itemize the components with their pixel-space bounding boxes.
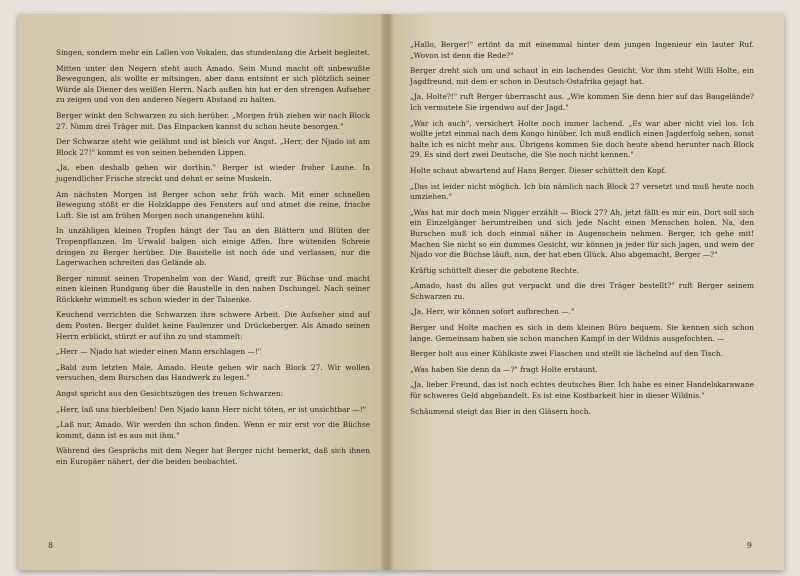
right-paragraph: Kräftig schüttelt dieser die gebotene Rechte.	[410, 265, 580, 275]
left-paragraph: Am nächsten Morgen ist Berger schon sehr früh wach. Mit einer schnellen Bewegung stößt er die Holzklappe des Fensters auf und atmet die reine, frische Luft. Sie ist am frühen Morgen noch unangenehm kühl.	[56, 189, 370, 220]
right-page	[388, 14, 784, 570]
right-paragraph: „Was hat mir doch mein Nigger erzählt — Block 27? Ah, jetzt fällt es mir ein. Dort soll sich ein Einzelgänger herumtreiben und sich jede Nacht einen Menschen holen. Na, den Burschen muß ich doch einmal näher in Augenschein nehmen. Berger, ich gehe mit! Machen Sie nicht so ein dummes Gesicht, wir können ja jeder für sich jagen, und wem der Njado vor die Büchse läuft, nun, der hat eben Glück. Also abgemacht, Berger —?"	[410, 207, 754, 260]
right-paragraph: „War ich auch", versichert Holte noch immer lachend. „Es war aber nicht viel los. Ich wollte jetzt einmal nach dem Kongo hinüber. Ich muß endlich einen Jagderfolg sehen, sonst halte ich es nicht mehr aus. Übrigens kommen Sie doch heute abend herunter nach Block 29. Es sind dort zwei Deutsche, die Sie noch nicht kennen."	[410, 118, 754, 160]
left-paragraph: Keuchend verrichten die Schwarzen ihre schwere Arbeit. Die Aufseher sind auf dem Posten. Berger duldet keine Faulenzer und Drückeberger. Als Amado seinen Herrn erblickt, stürzt er auf ihn zu und stammelt:	[56, 310, 370, 341]
left-paragraph: Der Schwarze steht wie gelähmt und ist bleich vor Angst. „Herr, der Njado ist am Block 27!" kommt es von seinen bebenden Lippen.	[56, 137, 370, 157]
open-booklet	[18, 14, 784, 570]
right-paragraph: Holte schaut abwartend auf Hans Berger. Dieser schüttelt den Kopf.	[410, 165, 667, 175]
left-paragraph: „Herr, laß uns hierbleiben! Den Njado kann Herr nicht töten, er ist unsichtbar —!"	[56, 404, 367, 414]
left-page	[18, 14, 386, 570]
left-paragraph: Während des Gesprächs mit dem Neger hat Berger nicht bemerkt, daß sich ihnen ein Europäer nähert, der die beiden beobachtet.	[56, 446, 370, 466]
right-paragraph: „Ja, Holte?!" ruft Berger überrascht aus. „Wie kommen Sie denn hier auf das Baugelände? Ich vermutete Sie irgendwo auf der Jagd."	[410, 92, 754, 112]
left-paragraph: „Laß nur, Amado. Wir werden ihn schon finden. Wenn er mir erst vor die Büchse kommt, dann ist es aus mit ihm."	[56, 420, 370, 440]
left-paragraph: Berger nimmt seinen Tropenhelm von der Wand, greift zur Büchse und macht einen kleinen Rundgang über die Baustelle in den nahen Dschungel. Nach seiner Rückkehr wimmelt es schon wieder in der Talsenke.	[56, 273, 370, 304]
left-paragraph: Berger winkt den Schwarzen zu sich herüber. „Morgen früh ziehen wir nach Block 27. Nimm drei Träger mit. Das Einpacken kannst du schon heute besorgen."	[56, 110, 370, 131]
left-paragraph: Mitten unter den Negern steht auch Amado. Sein Mund macht oft unbewußte Bewegungen, als wollte er mitsingen, aber dann entsinnt er sich plötzlich seiner Würde als Diener des weißen Herrn. Nach außen hin hat er den strengen Aufseher zu zeigen und von den anderen Negern Abstand zu halten.	[56, 63, 370, 105]
right-paragraph: „Ja, lieber Freund, das ist noch echtes deutsches Bier. Ich habe es einer Handelskarawane für schweres Geld abgehandelt. Es ist eine Kostbarkeit hier in dieser Wildnis."	[410, 380, 754, 401]
right-paragraph: „Hallo, Berger!" ertönt da mit einemmal hinter dem jungen Ingenieur ein lauter Ruf. „Wovon ist denn die Rede?"	[410, 40, 754, 60]
left-paragraph: Angst spricht aus den Gesichtszügen des treuen Schwarzen:	[56, 389, 284, 399]
left-paragraph: „Herr — Njado hat wieder einen Mann erschlagen —!"	[56, 347, 262, 357]
right-paragraph: Berger holt aus einer Kühlkiste zwei Flaschen und stellt sie lächelnd auf den Tisch.	[410, 349, 723, 359]
right-paragraph: „Amado, hast du alles gut verpackt und die drei Träger bestellt?" ruft Berger seinem Schwarzen zu.	[410, 281, 754, 301]
right-paragraph: Berger und Holte machen es sich in dem kleinen Büro bequem. Sie kennen sich schon lange. Gemeinsam haben sie schon manchen Kampf in der Wildnis ausgefochten. —	[410, 323, 754, 343]
right-paragraph: Berger dreht sich um und schaut in ein lachendes Gesicht. Vor ihm steht Willi Holte, ein Jagdfreund, mit dem er schon in Deutsch-Ostafrika gejagt hat.	[410, 66, 754, 86]
left-paragraph: „Ja, eben deshalb gehen wir dorthin." Berger ist wieder froher Laune. In jugendlicher Frische streckt und dehnt er seine Muskeln.	[56, 163, 370, 183]
left-paragraph: Singen, sondern mehr ein Lallen von Vokalen, das stundenlang die Arbeit begleitet.	[56, 48, 370, 57]
right-paragraph: „Was haben Sie denn da —?" fragt Holte erstaunt.	[410, 364, 598, 374]
right-paragraph: „Das ist leider nicht möglich. Ich bin nämlich nach Block 27 versetzt und muß heute noch umziehen."	[410, 181, 754, 202]
book-gutter	[380, 14, 394, 570]
left-paragraph: In unzähligen kleinen Tropfen hängt der Tau an den Blättern und Blüten der Tropenpflanzen. Im Urwald balgen sich einige Affen. Ihre wütenden Schreie dringen zu Berger herüber. Die Baustelle ist noch öde und verlassen, nur die Lagerwachen schreiten das Gelände ab.	[56, 226, 370, 268]
left-paragraph: „Bald zum letzten Male, Amado. Heute gehen wir nach Block 27. Wir wollen versuchen, dem Burschen das Handwerk zu legen."	[56, 362, 370, 383]
page-number-left: 8	[48, 541, 54, 550]
right-paragraph: „Ja, Herr, wir können sofort aufbrechen —."	[410, 307, 575, 317]
right-paragraph: Schäumend steigt das Bier in den Gläsern hoch.	[410, 406, 591, 416]
page-number-right: 9	[746, 541, 752, 550]
